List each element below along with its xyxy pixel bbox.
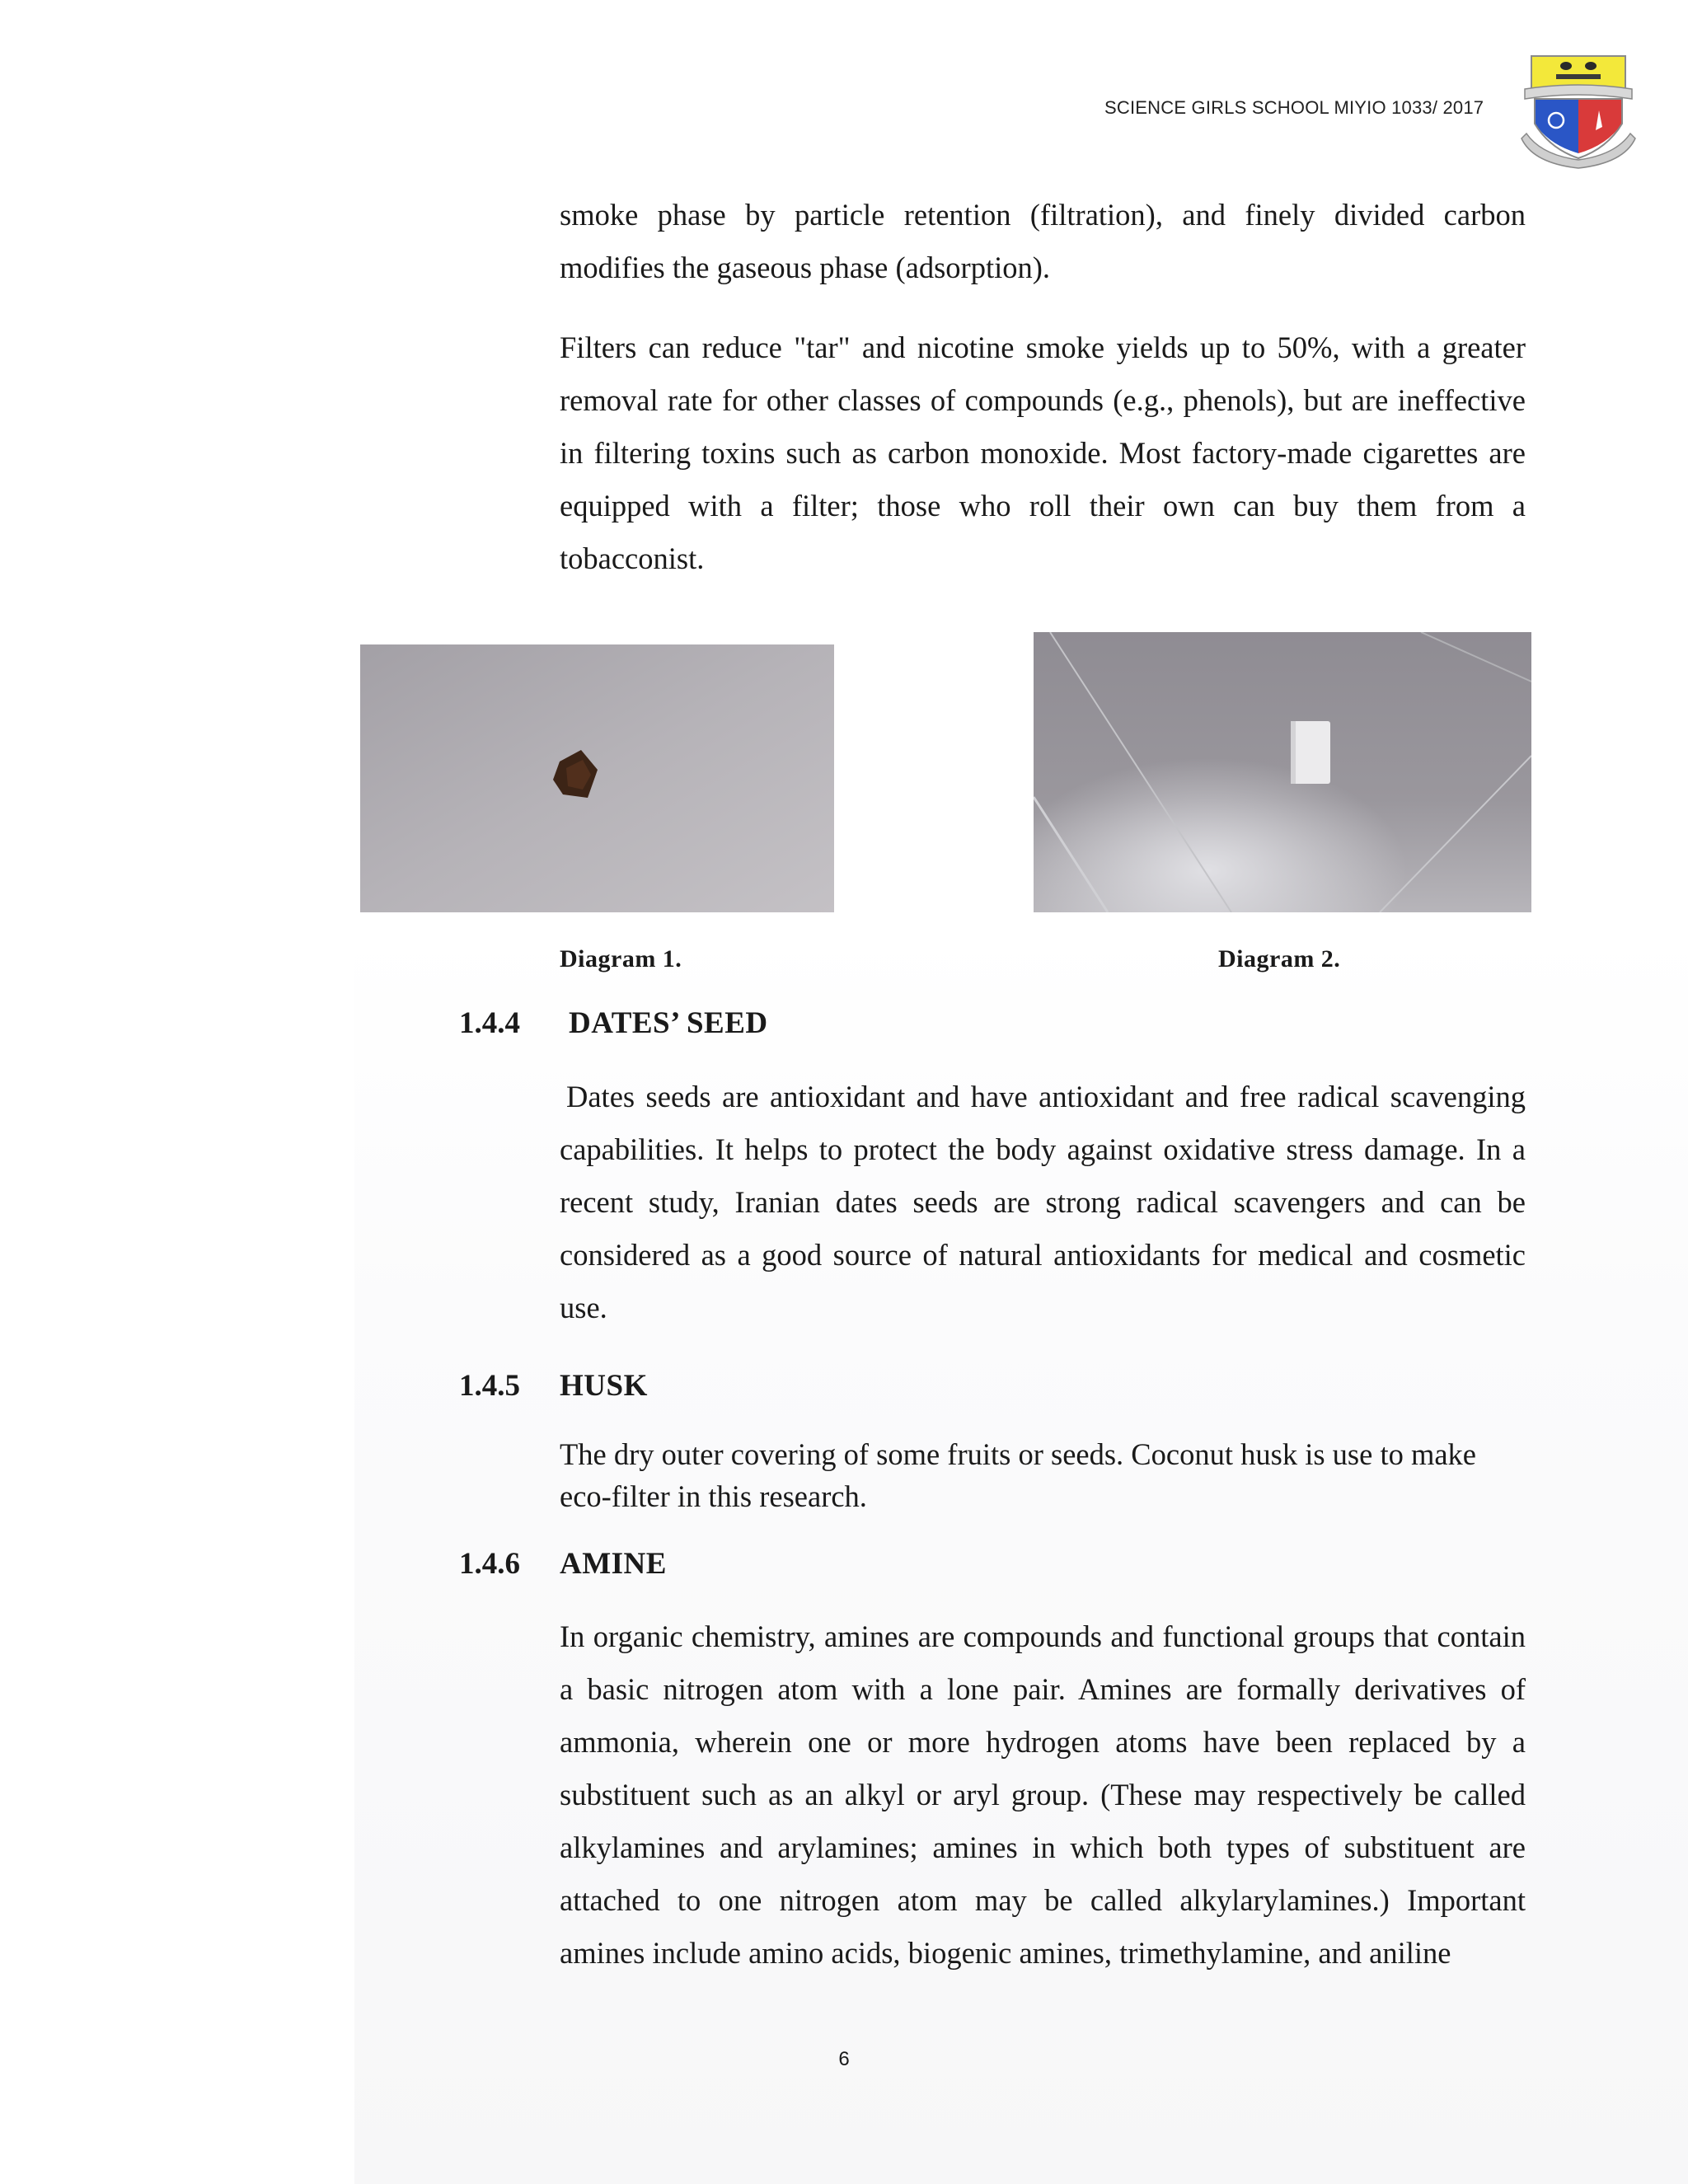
diagram-1-caption: Diagram 1. bbox=[560, 945, 682, 972]
school-crest-logo bbox=[1517, 48, 1640, 171]
section-body: Dates seeds are antioxidant and have antioxidant and free radical scavenging capabilities. It helps to protect the body against oxidative stress damage. In a recent study, Iranian dates seeds are strong radical scavengers and can be considered as a good source of natural antioxidants for medical and cosmetic use. bbox=[560, 1080, 1526, 1324]
section-title: HUSK bbox=[560, 1369, 648, 1403]
page-number: 6 bbox=[838, 2048, 850, 2070]
section-number: 1.4.5 bbox=[459, 1369, 520, 1403]
section-number: 1.4.4 bbox=[459, 1006, 520, 1040]
section-title: DATES’ SEED bbox=[569, 1006, 768, 1040]
section-body: In organic chemistry, amines are compounds and functional groups that contain a basic nitrogen atom with a lone pair. Amines are formally derivatives of ammonia, wherein one or more hydrogen atoms have been replaced by a substituent such as an alkyl or aryl group. (These may respectively be called alkylamines and arylamines; amines in which both types of substituent are attached to one nitrogen atom may be called alkylarylamines.) Important amines include amino acids, biogenic amines, trimethylamine, and aniline bbox=[560, 1619, 1526, 1970]
diagram-1-photo bbox=[360, 644, 834, 912]
diagram-2-photo bbox=[1034, 632, 1531, 912]
running-header: SCIENCE GIRLS SCHOOL MIYIO 1033/ 2017 bbox=[1104, 97, 1484, 118]
section-body: The dry outer covering of some fruits or seeds. Coconut husk is use to make eco-filter in this research. bbox=[560, 1437, 1477, 1513]
paragraph-filter-effect: Filters can reduce "tar" and nicotine smoke yields up to 50%, with a greater removal rate for other classes of compounds (e.g., phenols), but are ineffective in filtering toxins such as carbon monoxide. Most factory-made cigarettes are equipped with a filter; those who roll their own can buy them from a tobacconist. bbox=[560, 330, 1526, 575]
diagram-2-caption: Diagram 2. bbox=[1218, 945, 1341, 972]
paragraph-filter-phase: smoke phase by particle retention (filtration), and finely divided carbon modifies the gaseous phase (adsorption). bbox=[560, 198, 1526, 284]
section-number: 1.4.6 bbox=[459, 1547, 520, 1581]
section-title: AMINE bbox=[560, 1547, 667, 1581]
